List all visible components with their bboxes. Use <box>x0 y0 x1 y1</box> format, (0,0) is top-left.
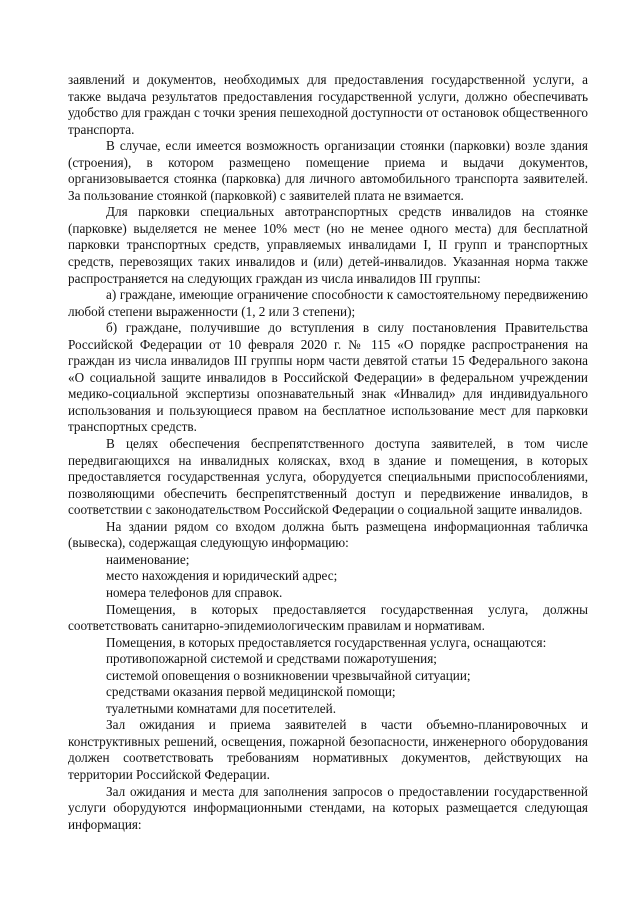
paragraph-signboard: На здании рядом со входом должна быть размещена информационная табличка (вывеска), содержащая следующую информацию: <box>68 518 588 551</box>
paragraph-item-b: б) граждане, получившие до вступления в силу постановления Правительства Российской Федерации от 10 февраля 2020 г. № 115 «О порядке распространения на граждан из числа инвалидов III группы норм части девятой статьи 15 Федерального закона «О социальной защите инвалидов в Российской Федерации» в федеральном учреждении медико-социальной экспертизы опознавательный знак «Инвалид» для индивидуального использования и пользующиеся правом на бесплатное использование мест для парковки транспортных средств. <box>68 320 588 435</box>
list-item-toilets: туалетными комнатами для посетителей. <box>106 700 336 716</box>
paragraph-waiting-hall: Зал ожидания и приема заявителей в части объемно-планировочных и конструктивных решений, освещения, пожарной безопасности, инженерного оборудования должен соответствовать требованиям нормативных документов, действующих на территории Российской Федерации. <box>68 717 588 782</box>
paragraph-accessibility: В целях обеспечения беспрепятственного доступа заявителей, в том числе передвигающихся на инвалидных колясках, вход в здание и помещения, в которых предоставляется государственная услуга, оборудуется специальными приспособлениями, позволяющими обеспечить беспрепятственный доступ и передвижение инвалидов, в соответствии с законодательством Российской Федерации о социальной защите инвалидов. <box>68 436 588 518</box>
list-item-address: место нахождения и юридический адрес; <box>106 568 338 584</box>
paragraph-continuation: заявлений и документов, необходимых для предоставления государственной услуги, а также выдача результатов предоставления государственной услуги, должно обеспечивать удобство для граждан с точки зрения пешеходной доступности от остановок общественного транспорта. <box>68 72 588 137</box>
list-item-alert: системой оповещения о возникновении чрезвычайной ситуации; <box>106 667 471 683</box>
list-item-phones: номера телефонов для справок. <box>106 584 283 600</box>
paragraph-sanitary: Помещения, в которых предоставляется государственная услуга, должны соответствовать санитарно-эпидемиологическим правилам и нормативам. <box>68 601 588 634</box>
list-item-first-aid: средствами оказания первой медицинской помощи; <box>106 684 396 700</box>
paragraph-info-stands: Зал ожидания и места для заполнения запросов о предоставлении государственной услуги оборудуются информационными стендами, на которых размещается следующая информация: <box>68 783 588 832</box>
paragraph-parking: В случае, если имеется возможность организации стоянки (парковки) возле здания (строения), в котором размещено помещение приема и выдачи документов, организовывается стоянка (парковка) для личного автомобильного транспорта заявителей. За пользование стоянкой (парковкой) с заявителей плата не взимается. <box>68 138 588 203</box>
document-page <box>68 72 588 833</box>
list-item-fire: противопожарной системой и средствами пожаротушения; <box>106 651 437 667</box>
paragraph-equipment: Помещения, в которых предоставляется государственная услуга, оснащаются: <box>106 634 547 650</box>
paragraph-item-a: а) граждане, имеющие ограничение способности к самостоятельному передвижению любой степени выраженности (1, 2 или 3 степени); <box>68 287 588 319</box>
paragraph-disabled-parking: Для парковки специальных автотранспортных средств инвалидов на стоянке (парковке) выделяется не менее 10% мест (но не менее одного места) для бесплатной парковки транспортных средств, управляемых инвалидами I, II групп и транспортных средств, перевозящих таких инвалидов и (или) детей-инвалидов. Указанная норма также распространяется на следующих граждан из числа инвалидов III группы: <box>68 204 588 286</box>
list-item-name: наименование; <box>106 551 190 567</box>
